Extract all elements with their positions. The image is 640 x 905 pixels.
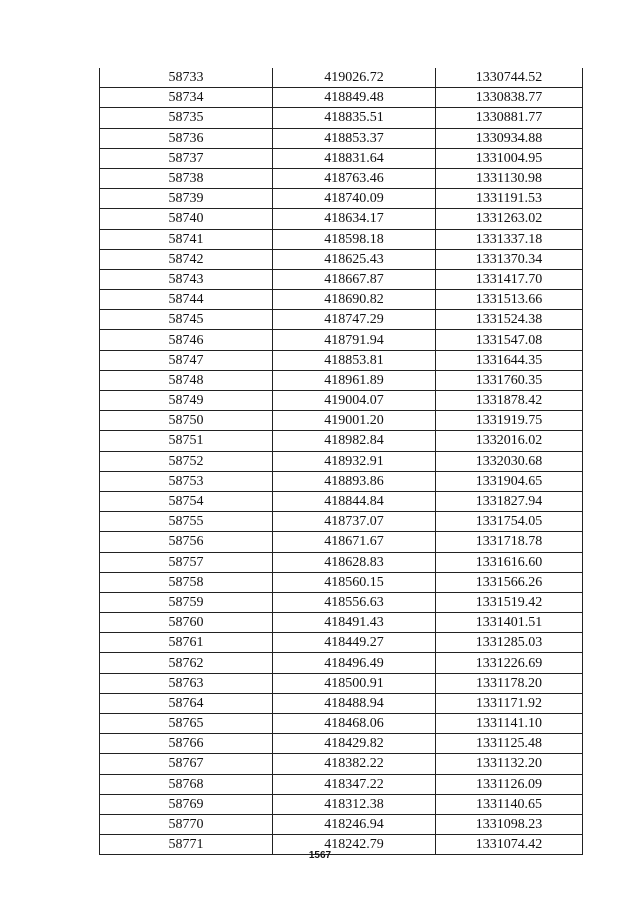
table-row <box>100 229 583 249</box>
table-row <box>100 391 583 411</box>
x-coordinate-cell: 418849.48 <box>273 88 436 108</box>
x-coordinate-cell: 418312.38 <box>273 794 436 814</box>
point-id-cell: 58747 <box>100 350 273 370</box>
table-row <box>100 88 583 108</box>
y-coordinate-cell: 1330838.77 <box>436 88 583 108</box>
x-coordinate-cell: 418634.17 <box>273 209 436 229</box>
point-id-cell: 58745 <box>100 310 273 330</box>
point-id-cell: 58738 <box>100 168 273 188</box>
y-coordinate-cell: 1331263.02 <box>436 209 583 229</box>
point-id-cell: 58768 <box>100 774 273 794</box>
coordinates-table <box>99 68 583 855</box>
x-coordinate-cell: 418893.86 <box>273 471 436 491</box>
y-coordinate-cell: 1331004.95 <box>436 148 583 168</box>
point-id-cell: 58748 <box>100 370 273 390</box>
table-row <box>100 249 583 269</box>
x-coordinate-cell: 418468.06 <box>273 714 436 734</box>
table-row <box>100 451 583 471</box>
point-id-cell: 58754 <box>100 491 273 511</box>
point-id-cell: 58752 <box>100 451 273 471</box>
table-row <box>100 734 583 754</box>
table-row <box>100 714 583 734</box>
table-row <box>100 209 583 229</box>
x-coordinate-cell: 418667.87 <box>273 269 436 289</box>
table-row <box>100 693 583 713</box>
y-coordinate-cell: 1331132.20 <box>436 754 583 774</box>
point-id-cell: 58764 <box>100 693 273 713</box>
y-coordinate-cell: 1330744.52 <box>436 68 583 88</box>
point-id-cell: 58763 <box>100 673 273 693</box>
table-row <box>100 68 583 88</box>
table-row <box>100 310 583 330</box>
x-coordinate-cell: 418831.64 <box>273 148 436 168</box>
x-coordinate-cell: 418347.22 <box>273 774 436 794</box>
y-coordinate-cell: 1331417.70 <box>436 269 583 289</box>
point-id-cell: 58757 <box>100 552 273 572</box>
x-coordinate-cell: 418628.83 <box>273 552 436 572</box>
table-row <box>100 613 583 633</box>
y-coordinate-cell: 1331226.69 <box>436 653 583 673</box>
point-id-cell: 58755 <box>100 512 273 532</box>
table-row <box>100 108 583 128</box>
x-coordinate-cell: 418382.22 <box>273 754 436 774</box>
y-coordinate-cell: 1331130.98 <box>436 168 583 188</box>
y-coordinate-cell: 1331191.53 <box>436 189 583 209</box>
point-id-cell: 58771 <box>100 835 273 855</box>
x-coordinate-cell: 418835.51 <box>273 108 436 128</box>
x-coordinate-cell: 418961.89 <box>273 370 436 390</box>
point-id-cell: 58750 <box>100 411 273 431</box>
table-row <box>100 168 583 188</box>
x-coordinate-cell: 418246.94 <box>273 814 436 834</box>
point-id-cell: 58751 <box>100 431 273 451</box>
y-coordinate-cell: 1331140.65 <box>436 794 583 814</box>
point-id-cell: 58741 <box>100 229 273 249</box>
x-coordinate-cell: 418791.94 <box>273 330 436 350</box>
y-coordinate-cell: 1331513.66 <box>436 290 583 310</box>
table-row <box>100 653 583 673</box>
table-row <box>100 431 583 451</box>
x-coordinate-cell: 418671.67 <box>273 532 436 552</box>
x-coordinate-cell: 418598.18 <box>273 229 436 249</box>
y-coordinate-cell: 1331178.20 <box>436 673 583 693</box>
y-coordinate-cell: 1331285.03 <box>436 633 583 653</box>
page-number: 1567 <box>308 850 332 861</box>
point-id-cell: 58749 <box>100 391 273 411</box>
x-coordinate-cell: 418844.84 <box>273 491 436 511</box>
table-row <box>100 411 583 431</box>
table-row <box>100 350 583 370</box>
table-row <box>100 633 583 653</box>
table-row <box>100 552 583 572</box>
y-coordinate-cell: 1331401.51 <box>436 613 583 633</box>
table-row <box>100 754 583 774</box>
table-row <box>100 189 583 209</box>
y-coordinate-cell: 1331644.35 <box>436 350 583 370</box>
point-id-cell: 58760 <box>100 613 273 633</box>
x-coordinate-cell: 418625.43 <box>273 249 436 269</box>
y-coordinate-cell: 1331098.23 <box>436 814 583 834</box>
table-row <box>100 794 583 814</box>
point-id-cell: 58744 <box>100 290 273 310</box>
point-id-cell: 58765 <box>100 714 273 734</box>
y-coordinate-cell: 1332016.02 <box>436 431 583 451</box>
x-coordinate-cell: 418560.15 <box>273 572 436 592</box>
y-coordinate-cell: 1331126.09 <box>436 774 583 794</box>
point-id-cell: 58766 <box>100 734 273 754</box>
x-coordinate-cell: 418690.82 <box>273 290 436 310</box>
table-row <box>100 532 583 552</box>
y-coordinate-cell: 1331547.08 <box>436 330 583 350</box>
table-row <box>100 814 583 834</box>
table-row <box>100 471 583 491</box>
point-id-cell: 58737 <box>100 148 273 168</box>
point-id-cell: 58736 <box>100 128 273 148</box>
coordinates-table-body <box>100 68 583 855</box>
x-coordinate-cell: 418737.07 <box>273 512 436 532</box>
point-id-cell: 58734 <box>100 88 273 108</box>
table-row <box>100 370 583 390</box>
table-row <box>100 148 583 168</box>
y-coordinate-cell: 1331919.75 <box>436 411 583 431</box>
x-coordinate-cell: 418763.46 <box>273 168 436 188</box>
table-row <box>100 572 583 592</box>
x-coordinate-cell: 418449.27 <box>273 633 436 653</box>
table-row <box>100 128 583 148</box>
x-coordinate-cell: 418496.49 <box>273 653 436 673</box>
x-coordinate-cell: 418982.84 <box>273 431 436 451</box>
point-id-cell: 58759 <box>100 592 273 612</box>
table-row <box>100 491 583 511</box>
y-coordinate-cell: 1331754.05 <box>436 512 583 532</box>
point-id-cell: 58767 <box>100 754 273 774</box>
x-coordinate-cell: 419026.72 <box>273 68 436 88</box>
x-coordinate-cell: 418488.94 <box>273 693 436 713</box>
y-coordinate-cell: 1331171.92 <box>436 693 583 713</box>
y-coordinate-cell: 1331074.42 <box>436 835 583 855</box>
x-coordinate-cell: 419004.07 <box>273 391 436 411</box>
table-row <box>100 673 583 693</box>
point-id-cell: 58762 <box>100 653 273 673</box>
y-coordinate-cell: 1332030.68 <box>436 451 583 471</box>
x-coordinate-cell: 418500.91 <box>273 673 436 693</box>
point-id-cell: 58758 <box>100 572 273 592</box>
point-id-cell: 58746 <box>100 330 273 350</box>
x-coordinate-cell: 418429.82 <box>273 734 436 754</box>
table-row <box>100 330 583 350</box>
point-id-cell: 58733 <box>100 68 273 88</box>
table-row <box>100 290 583 310</box>
point-id-cell: 58769 <box>100 794 273 814</box>
y-coordinate-cell: 1331141.10 <box>436 714 583 734</box>
point-id-cell: 58740 <box>100 209 273 229</box>
x-coordinate-cell: 418853.81 <box>273 350 436 370</box>
x-coordinate-cell: 419001.20 <box>273 411 436 431</box>
x-coordinate-cell: 418242.79 <box>273 835 436 855</box>
table-row <box>100 592 583 612</box>
x-coordinate-cell: 418556.63 <box>273 592 436 612</box>
y-coordinate-cell: 1331760.35 <box>436 370 583 390</box>
y-coordinate-cell: 1331827.94 <box>436 491 583 511</box>
x-coordinate-cell: 418491.43 <box>273 613 436 633</box>
y-coordinate-cell: 1331125.48 <box>436 734 583 754</box>
point-id-cell: 58735 <box>100 108 273 128</box>
point-id-cell: 58739 <box>100 189 273 209</box>
point-id-cell: 58743 <box>100 269 273 289</box>
x-coordinate-cell: 418853.37 <box>273 128 436 148</box>
x-coordinate-cell: 418747.29 <box>273 310 436 330</box>
y-coordinate-cell: 1331370.34 <box>436 249 583 269</box>
y-coordinate-cell: 1331904.65 <box>436 471 583 491</box>
point-id-cell: 58756 <box>100 532 273 552</box>
x-coordinate-cell: 418932.91 <box>273 451 436 471</box>
point-id-cell: 58753 <box>100 471 273 491</box>
table-row <box>100 774 583 794</box>
y-coordinate-cell: 1330881.77 <box>436 108 583 128</box>
x-coordinate-cell: 418740.09 <box>273 189 436 209</box>
table-row <box>100 512 583 532</box>
y-coordinate-cell: 1330934.88 <box>436 128 583 148</box>
y-coordinate-cell: 1331337.18 <box>436 229 583 249</box>
y-coordinate-cell: 1331524.38 <box>436 310 583 330</box>
point-id-cell: 58761 <box>100 633 273 653</box>
y-coordinate-cell: 1331566.26 <box>436 572 583 592</box>
y-coordinate-cell: 1331616.60 <box>436 552 583 572</box>
y-coordinate-cell: 1331718.78 <box>436 532 583 552</box>
point-id-cell: 58742 <box>100 249 273 269</box>
table-row <box>100 269 583 289</box>
y-coordinate-cell: 1331878.42 <box>436 391 583 411</box>
point-id-cell: 58770 <box>100 814 273 834</box>
y-coordinate-cell: 1331519.42 <box>436 592 583 612</box>
